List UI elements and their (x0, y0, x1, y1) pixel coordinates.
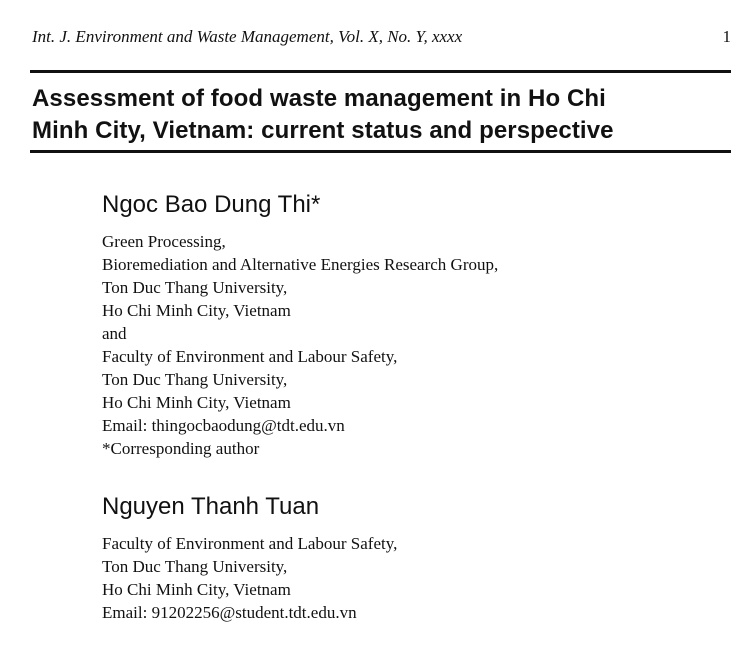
paper-title (32, 83, 731, 147)
paper-title-line-1: Assessment of food waste management in Ho Chi (32, 85, 606, 112)
title-top-rule (30, 70, 731, 73)
affiliation-line: Ton Duc Thang University, (102, 557, 288, 576)
affiliation-line: Green Processing, (102, 232, 226, 251)
page-number: 1 (722, 27, 731, 46)
author-email: Email: thingocbaodung@tdt.edu.vn (102, 416, 345, 435)
corresponding-author-note: *Corresponding author (102, 439, 260, 458)
author-name: Nguyen Thanh Tuan (102, 493, 320, 520)
affiliation-line: Ton Duc Thang University, (102, 370, 288, 389)
title-bottom-rule (30, 150, 731, 153)
author-email: Email: 91202256@student.tdt.edu.vn (102, 603, 357, 622)
author-block-2 (102, 492, 722, 624)
paper-title-line-2: Minh City, Vietnam: current status and perspective (32, 117, 614, 144)
affiliation-line: Faculty of Environment and Labour Safety, (102, 534, 398, 553)
journal-citation: Int. J. Environment and Waste Management, Vol. X, No. Y, xxxx (32, 27, 463, 46)
affiliation-line: Ho Chi Minh City, Vietnam (102, 580, 291, 599)
author-block-1 (102, 190, 722, 460)
affiliation-line: Bioremediation and Alternative Energies Research Group, (102, 255, 499, 274)
affiliation-conjunction: and (102, 324, 127, 343)
running-header (32, 26, 731, 48)
author-name: Ngoc Bao Dung Thi* (102, 191, 321, 218)
affiliation-line: Ho Chi Minh City, Vietnam (102, 301, 291, 320)
affiliation-line: Ton Duc Thang University, (102, 278, 288, 297)
affiliation-line: Ho Chi Minh City, Vietnam (102, 393, 291, 412)
affiliation-line: Faculty of Environment and Labour Safety, (102, 347, 398, 366)
